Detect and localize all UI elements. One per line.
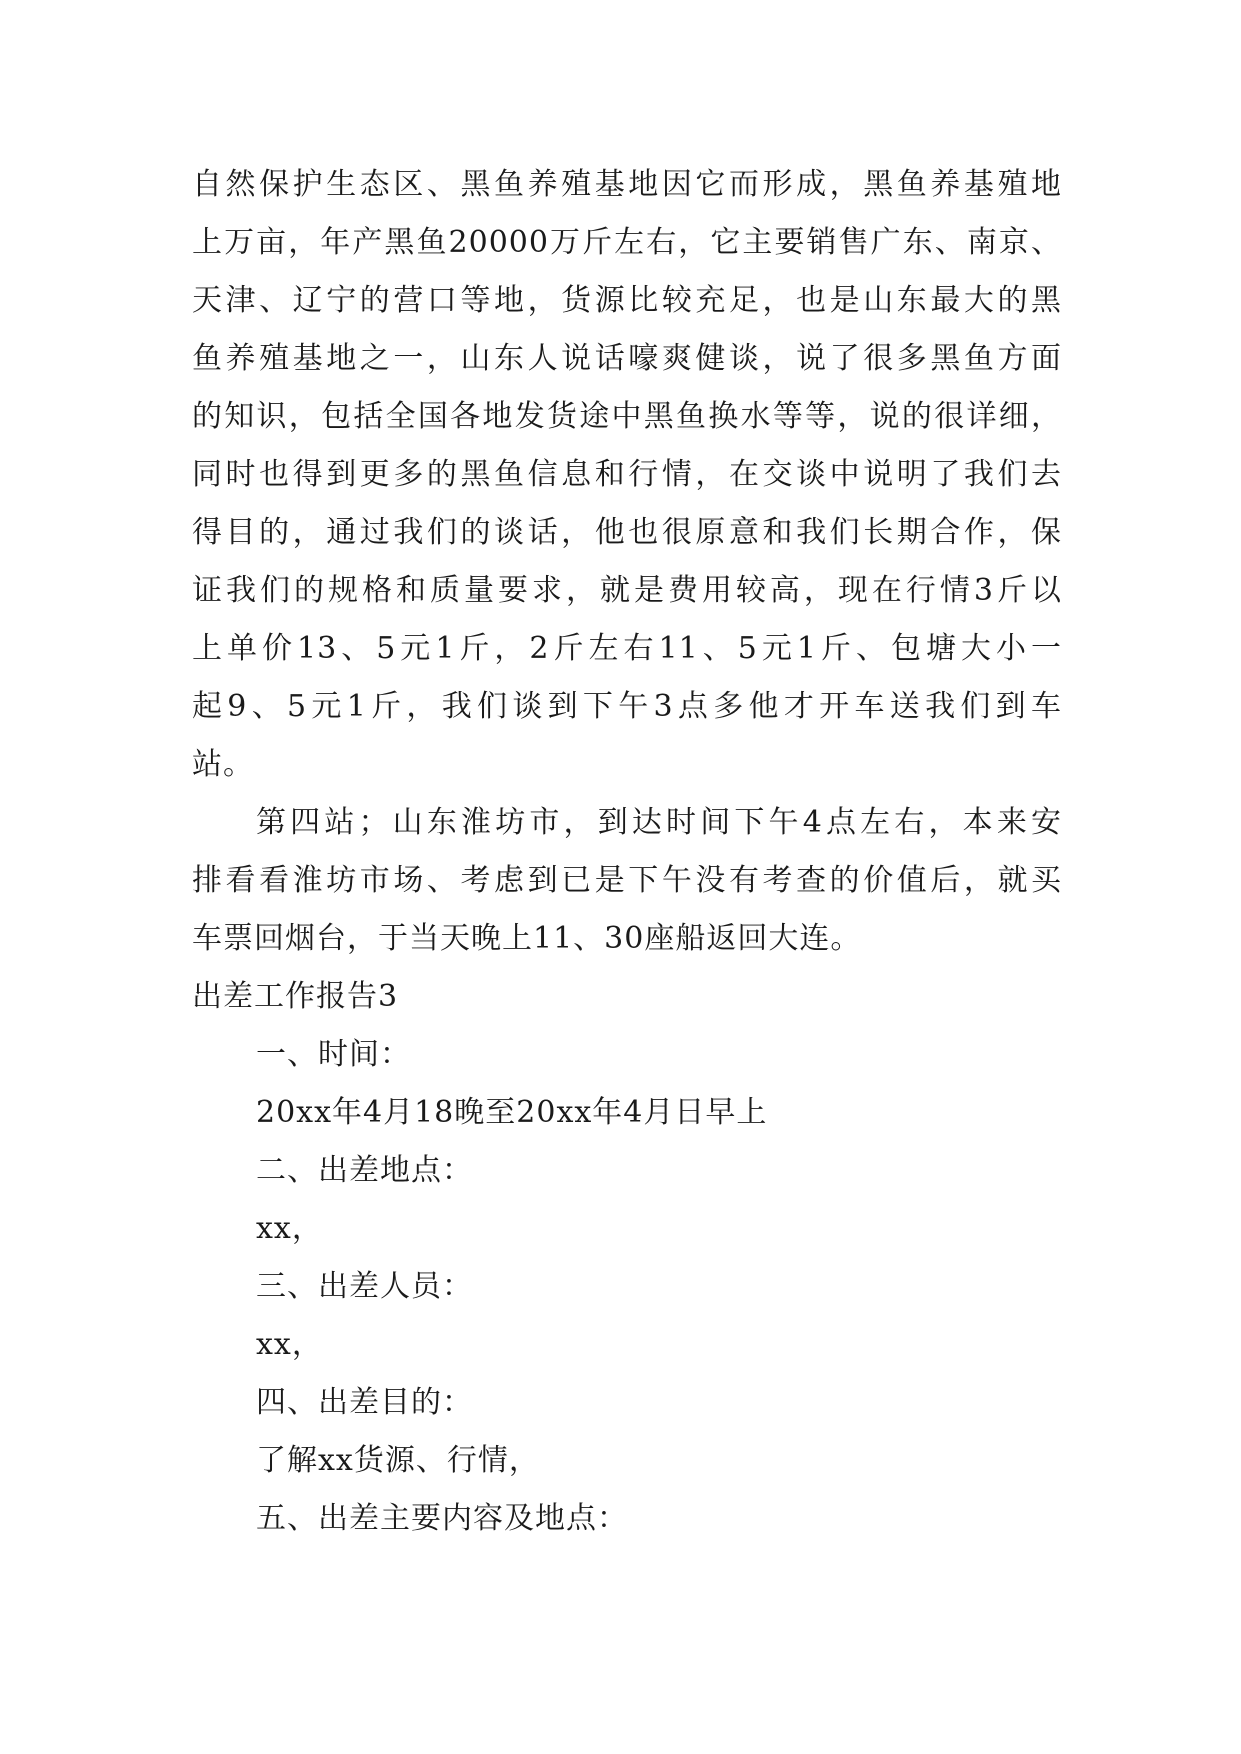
section-people-value: xx， xyxy=(256,1327,323,1362)
section-content-label: 五、出差主要内容及地点： xyxy=(256,1501,628,1536)
report-sections xyxy=(192,1026,1062,1548)
text-line: 证我们的规格和质量要求，就是费用较高，现在行情3斤以 xyxy=(192,573,1062,608)
paragraph-black-fish-base xyxy=(192,156,1062,794)
section-place-label: 二、出差地点： xyxy=(256,1153,473,1188)
section-purpose-label: 四、出差目的： xyxy=(256,1385,473,1420)
text-line: 的知识，包括全国各地发货途中黑鱼换水等等，说的很详细， xyxy=(192,399,1062,434)
text-line: 排看看淮坊市场、考虑到已是下午没有考查的价值后，就买 xyxy=(192,863,1062,898)
text-line: 鱼养殖基地之一，山东人说话嚎爽健谈，说了很多黑鱼方面 xyxy=(192,341,1062,376)
text-line: 天津、辽宁的营口等地，货源比较充足，也是山东最大的黑 xyxy=(192,283,1062,318)
section-time-label: 一、时间： xyxy=(256,1037,411,1072)
section-people-label: 三、出差人员： xyxy=(256,1269,473,1304)
report-title: 出差工作报告3 xyxy=(192,979,399,1014)
text-line: 上万亩，年产黑鱼20000万斤左右，它主要销售广东、南京、 xyxy=(192,225,1062,260)
text-line: 同时也得到更多的黑鱼信息和行情，在交谈中说明了我们去 xyxy=(192,457,1062,492)
text-line: 起9、5元1斤，我们谈到下午3点多他才开车送我们到车 xyxy=(192,689,1062,724)
text-line: 自然保护生态区、黑鱼养殖基地因它而形成，黑鱼养基殖地 xyxy=(192,167,1062,202)
section-place-value: xx， xyxy=(256,1211,323,1246)
text-line: 得目的，通过我们的谈话，他也很原意和我们长期合作，保 xyxy=(192,515,1062,550)
section-time-value: 20xx年4月18晚至20xx年4月日早上 xyxy=(256,1095,768,1130)
text-line: 站。 xyxy=(192,747,254,782)
section-purpose-value: 了解xx货源、行情， xyxy=(256,1443,540,1478)
paragraph-fourth-stop xyxy=(192,794,1062,968)
text-line: 车票回烟台，于当天晚上11、30座船返回大连。 xyxy=(192,921,862,956)
text-line: 第四站；山东淮坊市，到达时间下午4点左右，本来安 xyxy=(256,805,1062,840)
text-line: 上单价13、5元1斤，2斤左右11、5元1斤、包塘大小一 xyxy=(192,631,1062,666)
document-page xyxy=(192,156,1062,1548)
